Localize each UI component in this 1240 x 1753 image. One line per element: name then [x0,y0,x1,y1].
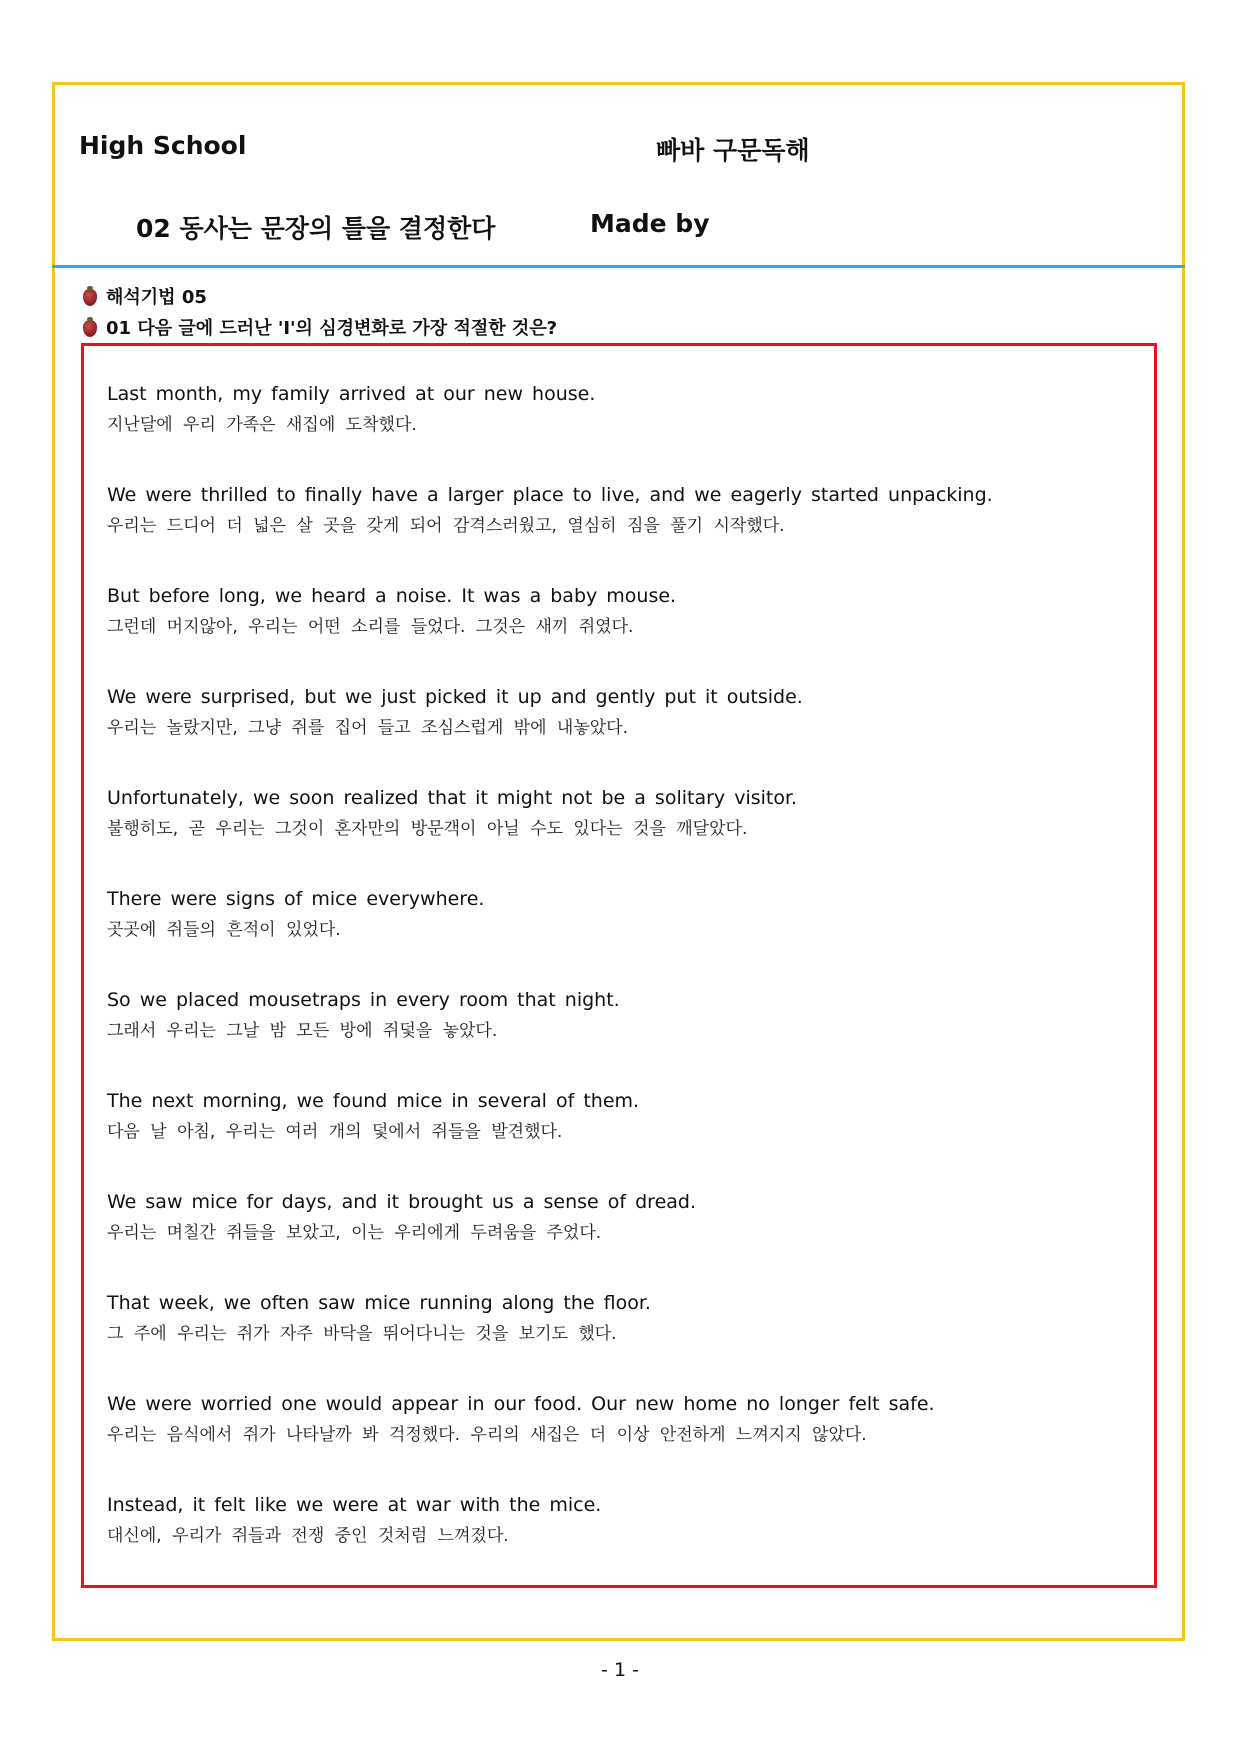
passage-list [107,379,1137,1591]
english-sentence: There were signs of mice everywhere. [107,888,485,910]
question-text: 01 다음 글에 드러난 'I'의 심경변화로 가장 적절한 것은? [106,318,558,339]
book-title: 빠바 구문독해 [656,136,810,165]
korean-translation: 우리는 음식에서 쥐가 나타날까 봐 걱정했다. 우리의 새집은 더 이상 안전하게 느껴지지 않았다. [107,1425,867,1445]
english-sentence: The next morning, we found mice in several of them. [107,1090,640,1112]
english-sentence: So we placed mousetraps in every room that night. [107,989,620,1011]
header-divider [52,265,1185,268]
english-sentence: We were surprised, but we just picked it up and gently put it outside. [107,686,803,708]
sentence-pair [107,1187,1137,1288]
technique-text: 해석기법 05 [106,287,207,308]
sentence-pair [107,884,1137,985]
author-label: Made by [590,209,710,238]
english-sentence: We were worried one would appear in our food. Our new home no longer felt safe. [107,1393,935,1415]
sentence-pair [107,985,1137,1086]
question-prompt [82,314,557,340]
page-number: - 1 - [601,1659,639,1681]
korean-translation: 우리는 드디어 더 넓은 살 곳을 갖게 되어 감격스러웠고, 열심히 짐을 풀기 시작했다. [107,516,785,536]
berry-icon [82,317,98,337]
korean-translation: 우리는 놀랐지만, 그냥 쥐를 집어 들고 조심스럽게 밖에 내놓았다. [107,718,629,738]
english-sentence: That week, we often saw mice running along the floor. [107,1292,651,1314]
sentence-pair [107,379,1137,480]
english-sentence: Unfortunately, we soon realized that it might not be a solitary visitor. [107,787,798,809]
chapter-title: 02 동사는 문장의 틀을 결정한다 [136,214,496,243]
korean-translation: 곳곳에 쥐들의 흔적이 있었다. [107,920,341,940]
english-sentence: But before long, we heard a noise. It was a baby mouse. [107,585,677,607]
berry-icon [82,286,98,306]
technique-label [82,283,207,309]
sentence-pair [107,783,1137,884]
korean-translation: 그래서 우리는 그날 밤 모든 방에 쥐덫을 놓았다. [107,1021,498,1041]
english-sentence: Last month, my family arrived at our new house. [107,383,596,405]
sentence-pair [107,581,1137,682]
sentence-pair [107,1389,1137,1490]
korean-translation: 불행히도, 곧 우리는 그것이 혼자만의 방문객이 아닐 수도 있다는 것을 깨달았다. [107,819,748,839]
korean-translation: 다음 날 아침, 우리는 여러 개의 덫에서 쥐들을 발견했다. [107,1122,563,1142]
english-sentence: We saw mice for days, and it brought us a sense of dread. [107,1191,697,1213]
sentence-pair [107,480,1137,581]
korean-translation: 그런데 머지않아, 우리는 어떤 소리를 들었다. 그것은 새끼 쥐였다. [107,617,634,637]
korean-translation: 그 주에 우리는 쥐가 자주 바닥을 뛰어다니는 것을 보기도 했다. [107,1324,617,1344]
sentence-pair [107,1490,1137,1591]
english-sentence: Instead, it felt like we were at war with the mice. [107,1494,602,1516]
english-sentence: We were thrilled to finally have a larger place to live, and we eagerly started unpacking. [107,484,993,506]
sentence-pair [107,1086,1137,1187]
sentence-pair [107,1288,1137,1389]
korean-translation: 지난달에 우리 가족은 새집에 도착했다. [107,415,417,435]
korean-translation: 우리는 며칠간 쥐들을 보았고, 이는 우리에게 두려움을 주었다. [107,1223,602,1243]
korean-translation: 대신에, 우리가 쥐들과 전쟁 중인 것처럼 느껴졌다. [107,1526,509,1546]
sentence-pair [107,682,1137,783]
school-level-label: High School [79,131,247,160]
